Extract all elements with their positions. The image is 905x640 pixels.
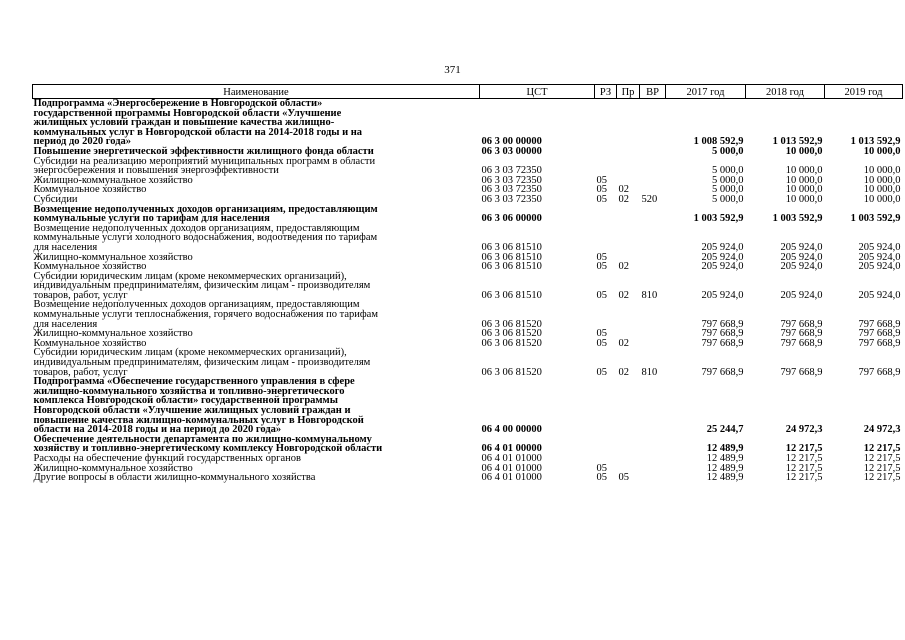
row-value-2018: 797 668,9 [780,318,823,330]
row-value-2017: 5 000,0 [712,165,744,177]
row-vr [640,253,666,263]
row-name-line: повышение качества жилищно-коммунальных услуг в Новгородской [33,414,364,426]
row-vr [640,262,666,272]
row-pr [617,435,640,454]
row-name-line: хозяйству и топливно-энергетическому комплексу Новгородской области [33,443,383,455]
row-cst: 06 3 06 81510 [481,289,542,301]
row-rz [595,224,617,253]
row-pr [617,205,640,224]
row-name [33,473,480,483]
row-value-2018: 12 217,5 [785,443,823,455]
row-name [33,205,480,224]
table-row [33,300,903,329]
row-vr [640,300,666,329]
row-cst: 06 4 01 01000 [481,472,542,484]
header-2017: 2017 год [666,85,746,99]
row-cst: 06 4 01 00000 [481,443,542,455]
row-rz: 05 [596,462,607,474]
row-value-2019: 205 924,0 [858,261,901,273]
row-cst: 06 3 06 81520 [481,337,542,349]
row-cst: 06 3 00 00000 [481,136,542,148]
row-rz [595,99,617,147]
row-name-line: Жилищно-коммунальное хозяйство [33,328,193,340]
row-value-2017: 5 000,0 [712,174,744,186]
row-value-2019: 24 972,3 [863,424,901,436]
row-value-2019: 797 668,9 [858,366,901,378]
row-name-line: коммунальные услуги холодного водоснабжения, водоотведения по тарифам [33,232,378,244]
row-value-2017: 1 008 592,9 [693,136,744,148]
row-rz: 05 [596,289,607,301]
row-rz: 05 [596,366,607,378]
row-name-line: Субсидии [33,193,78,205]
row-value-2017: 205 924,0 [701,241,744,253]
row-value-2018: 1 003 592,9 [772,213,823,225]
row-rz: 05 [596,251,607,263]
row-pr [617,300,640,329]
row-name-line: Жилищно-коммунальное хозяйство [33,174,193,186]
row-rz: 05 [596,472,607,484]
row-vr [640,224,666,253]
row-vr [640,464,666,474]
row-name [33,99,480,147]
row-rz [595,147,617,157]
row-pr [617,377,640,435]
row-name-line: индивидуальным предпринимателям, физическим лицам - производителям [33,280,371,292]
header-2019: 2019 год [825,85,903,99]
row-name [33,300,480,329]
row-cst: 06 3 06 81520 [481,318,542,330]
row-value-2017: 205 924,0 [701,261,744,273]
row-value-2018: 10 000,0 [785,193,823,205]
row-value-2017: 12 489,9 [706,452,744,464]
row-name-line: жилищных условий граждан и повышение качества жилищно- [33,117,335,129]
row-vr: 810 [641,289,658,301]
row-value-2018: 797 668,9 [780,328,823,340]
row-name-line: Другие вопросы в области жилищно-коммунального хозяйства [33,472,316,484]
row-name-line: Подпрограмма «Энергосбережение в Новгородской области» [33,98,323,109]
row-name-line: Коммунальное хозяйство [33,337,147,349]
row-cst: 06 3 06 81510 [481,251,542,263]
row-pr [617,157,640,176]
row-name-line: для населения [33,241,98,253]
table-body [33,99,903,483]
row-vr [640,339,666,349]
row-rz [595,300,617,329]
budget-table [32,84,903,483]
row-name-line: Коммунальное хозяйство [33,184,147,196]
row-value-2017: 5 000,0 [712,145,744,157]
row-pr [617,224,640,253]
row-name [33,348,480,377]
row-name-line: Субсидии юридическим лицам (кроме некоммерческих организаций), [33,270,347,282]
header-pr: Пр [617,85,640,99]
row-pr: 05 [618,472,629,484]
row-value-2018: 12 217,5 [785,452,823,464]
row-cst: 06 3 03 72350 [481,184,542,196]
row-cst: 06 4 01 01000 [481,462,542,474]
row-value-2017: 205 924,0 [701,251,744,263]
row-rz: 05 [596,174,607,186]
row-value-2019: 10 000,0 [863,184,901,196]
row-rz: 05 [596,337,607,349]
row-value-2019: 12 217,5 [863,452,901,464]
table-header-row [33,85,903,99]
table-row [33,157,903,176]
row-name-line: Жилищно-коммунальное хозяйство [33,251,193,263]
row-name-line: Возмещение недополученных доходов организациям, предоставляющим [33,299,360,311]
row-value-2017: 5 000,0 [712,184,744,196]
row-name-line: Субсидии юридическим лицам (кроме некоммерческих организаций), [33,347,347,359]
row-value-2018: 797 668,9 [780,366,823,378]
row-value-2019: 1 013 592,9 [850,136,901,148]
row-name-line: товаров, работ, услуг [33,366,128,378]
row-value-2019: 797 668,9 [858,337,901,349]
row-name-line: индивидуальным предпринимателям, физическим лицам - производителям [33,357,371,369]
header-cst: ЦСТ [480,85,595,99]
row-cst: 06 3 03 00000 [481,145,542,157]
row-value-2019: 10 000,0 [863,193,901,205]
row-rz: 05 [596,328,607,340]
row-cst: 06 3 06 81510 [481,241,542,253]
row-value-2017: 12 489,9 [706,443,744,455]
table-row [33,473,903,483]
row-vr [640,176,666,186]
row-value-2018: 1 013 592,9 [772,136,823,148]
row-cst: 06 3 03 72350 [481,193,542,205]
row-name [33,185,480,195]
row-value-2017: 1 003 592,9 [693,213,744,225]
row-name-line: Повышение энергетической эффективности жилищного фонда области [33,145,374,157]
row-name [33,224,480,253]
row-value-2019: 12 217,5 [863,472,901,484]
table-row [33,348,903,377]
row-value-2019: 12 217,5 [863,443,901,455]
row-vr [640,435,666,454]
table-row [33,329,903,339]
row-name-line: Субсидии на реализацию мероприятий муниципальных программ в области [33,155,376,167]
row-vr [640,329,666,339]
row-value-2017: 797 668,9 [701,318,744,330]
row-name [33,377,480,435]
row-value-2019: 205 924,0 [858,251,901,263]
table-row [33,176,903,186]
row-value-2017: 797 668,9 [701,366,744,378]
row-pr: 02 [618,261,629,273]
row-value-2018: 10 000,0 [785,174,823,186]
table-row [33,253,903,263]
row-value-2018: 10 000,0 [785,145,823,157]
row-name-line: жилищно-коммунального хозяйства и топливно-энергетического [33,385,345,397]
row-pr [617,99,640,147]
header-2018: 2018 год [746,85,825,99]
row-vr [640,377,666,435]
row-value-2017: 205 924,0 [701,289,744,301]
row-rz [595,377,617,435]
row-value-2017: 12 489,9 [706,462,744,474]
row-name-line: государственной программы Новгородской области «Улучшение [33,107,342,119]
row-rz: 05 [596,193,607,205]
row-vr: 810 [641,366,658,378]
table-row [33,185,903,195]
table-row [33,435,903,454]
row-cst: 06 3 06 00000 [481,213,542,225]
row-name-line: для населения [33,318,98,330]
row-vr [640,157,666,176]
row-value-2018: 205 924,0 [780,251,823,263]
row-value-2019: 205 924,0 [858,241,901,253]
row-name-line: товаров, работ, услуг [33,289,128,301]
row-name-line: Возмещение недополученных доходов организациям, предоставляющим [33,222,360,234]
row-vr [640,454,666,464]
row-value-2018: 10 000,0 [785,184,823,196]
table-row [33,205,903,224]
row-name [33,157,480,176]
row-name-line: энергосбережения и повышения энергоэффективности [33,165,279,177]
row-rz: 05 [596,184,607,196]
row-cst: 06 3 06 81510 [481,261,542,273]
table-row [33,377,903,435]
row-value-2019: 12 217,5 [863,462,901,474]
row-value-2019: 205 924,0 [858,289,901,301]
row-name-line: коммунальные услуги теплоснабжения, горячего водоснабжения по тарифам [33,309,378,321]
row-name-line: Новгородской области «Улучшение жилищных условий граждан и [33,405,351,416]
row-vr: 520 [641,193,658,205]
table-row [33,272,903,301]
row-value-2019: 797 668,9 [858,318,901,330]
row-value-2017: 797 668,9 [701,337,744,349]
row-pr: 02 [618,184,629,196]
row-vr [640,99,666,147]
row-vr [640,473,666,483]
row-name-line: период до 2020 года» [33,136,132,148]
row-cst: 06 4 00 00000 [481,424,542,436]
row-cst: 06 3 06 81520 [481,328,542,340]
row-name-line: комплекса Новгородской области» государственной программы [33,395,338,407]
row-rz: 05 [596,261,607,273]
row-pr [617,454,640,464]
row-name [33,435,480,454]
row-name-line: коммунальных услуг в Новгородской области на 2014-2018 годы и на [33,126,363,138]
row-name [33,272,480,301]
row-name-line: области на 2014-2018 годы и на период до 2020 года» [33,424,282,436]
row-cst: 06 3 06 81520 [481,366,542,378]
row-rz [595,205,617,224]
table-row [33,99,903,147]
row-value-2018: 797 668,9 [780,337,823,349]
row-name-line: Коммунальное хозяйство [33,261,147,273]
row-value-2018: 205 924,0 [780,289,823,301]
row-rz [595,157,617,176]
row-pr: 02 [618,337,629,349]
row-value-2018: 12 217,5 [785,462,823,474]
row-value-2019: 10 000,0 [863,174,901,186]
row-name-line: Возмещение недополученных доходов организациям, предоставляющим [33,203,378,215]
row-value-2018: 12 217,5 [785,472,823,484]
row-value-2017: 5 000,0 [712,193,744,205]
row-pr: 02 [618,366,629,378]
row-pr [617,147,640,157]
row-value-2017: 12 489,9 [706,472,744,484]
row-name-line: Расходы на обеспечение функций государственных органов [33,452,301,464]
row-name-line: коммунальные услуги по тарифам для населения [33,213,270,225]
row-pr: 02 [618,193,629,205]
row-cst: 06 3 03 72350 [481,174,542,186]
row-cst: 06 3 03 72350 [481,165,542,177]
row-rz [595,435,617,454]
row-vr [640,205,666,224]
header-rz: РЗ [595,85,617,99]
row-name-line: Жилищно-коммунальное хозяйство [33,462,193,474]
row-pr: 02 [618,289,629,301]
row-value-2018: 10 000,0 [785,165,823,177]
row-value-2017: 25 244,7 [706,424,744,436]
row-value-2018: 24 972,3 [785,424,823,436]
row-value-2018: 205 924,0 [780,241,823,253]
table-row [33,224,903,253]
row-value-2019: 10 000,0 [863,165,901,177]
row-value-2018: 205 924,0 [780,261,823,273]
header-vr: ВР [640,85,666,99]
page-number: 371 [444,64,461,76]
row-value-2017: 797 668,9 [701,328,744,340]
row-name-line: Обеспечение деятельности департамента по жилищно-коммунальному [33,433,372,445]
row-value-2019: 10 000,0 [863,145,901,157]
row-cst: 06 4 01 01000 [481,452,542,464]
row-vr [640,147,666,157]
row-value-2019: 1 003 592,9 [850,213,901,225]
row-name-line: Подпрограмма «Обеспечение государственного управления в сфере [33,376,355,388]
header-name: Наименование [33,85,480,99]
row-value-2019: 797 668,9 [858,328,901,340]
